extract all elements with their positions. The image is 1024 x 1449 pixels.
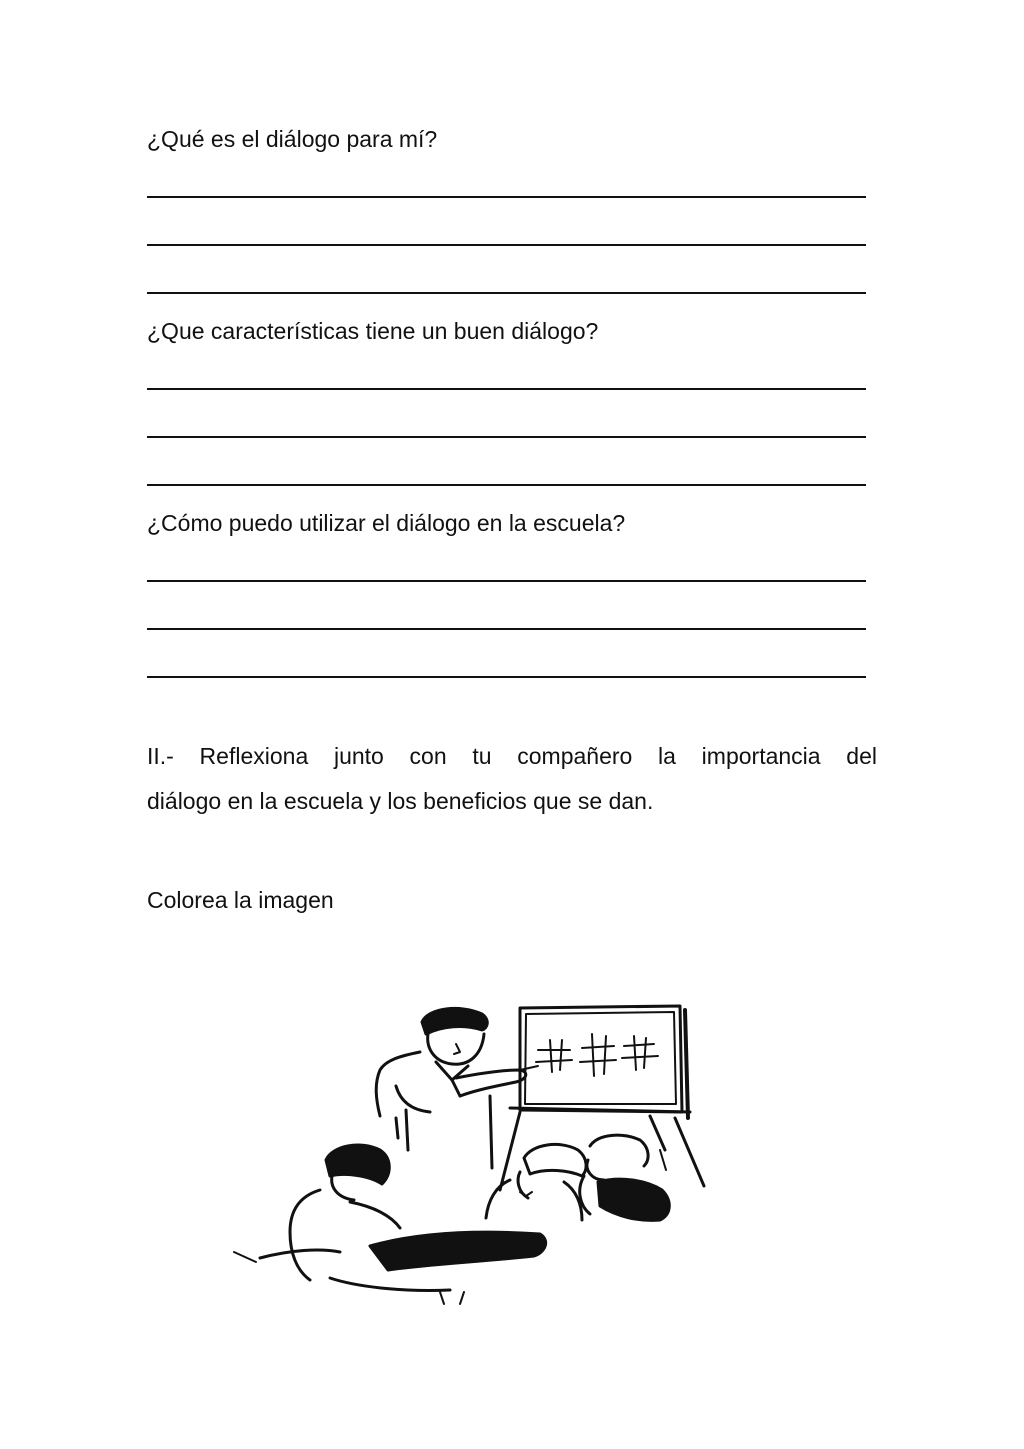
student-right-icon bbox=[580, 1135, 670, 1220]
instruction-text: Colorea la imagen bbox=[147, 887, 334, 913]
blackboard-icon bbox=[500, 1006, 704, 1190]
section-2-paragraph bbox=[147, 734, 877, 824]
answer-line[interactable] bbox=[147, 196, 866, 198]
section-2-line-2: diálogo en la escuela y los beneficios que se dan. bbox=[147, 788, 654, 814]
classroom-drawing-icon bbox=[220, 1000, 720, 1310]
question-3: ¿Cómo puedo utilizar el diálogo en la escuela? bbox=[147, 510, 626, 536]
question-1: ¿Qué es el diálogo para mí? bbox=[147, 126, 438, 152]
answer-line[interactable] bbox=[147, 292, 866, 294]
answer-line[interactable] bbox=[147, 388, 866, 390]
answer-line[interactable] bbox=[147, 484, 866, 486]
answer-line[interactable] bbox=[147, 628, 866, 630]
answer-line[interactable] bbox=[147, 244, 866, 246]
answer-line[interactable] bbox=[147, 580, 866, 582]
teacher-figure-icon bbox=[376, 1008, 538, 1168]
student-left-icon bbox=[234, 1145, 546, 1304]
question-2: ¿Que características tiene un buen diálogo? bbox=[147, 318, 599, 344]
answer-line[interactable] bbox=[147, 436, 866, 438]
answer-line[interactable] bbox=[147, 676, 866, 678]
section-2-line-1: II.- Reflexiona junto con tu compañero la importancia del bbox=[147, 743, 877, 769]
